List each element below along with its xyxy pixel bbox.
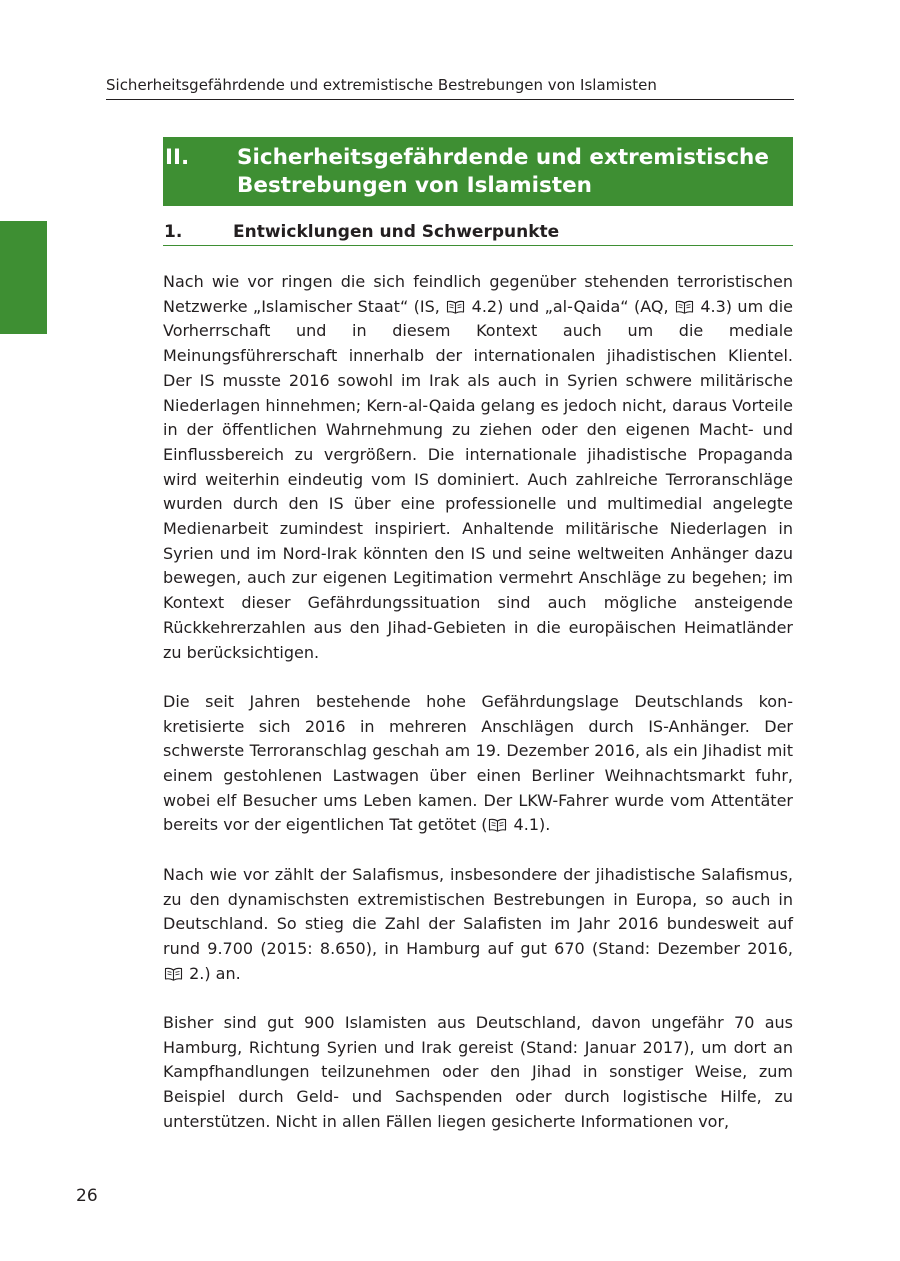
body-text xyxy=(163,270,793,1159)
paragraph-4 xyxy=(163,1011,793,1135)
paragraph-1-text-1: Nach wie vor ringen die sich feindlich gegenüber stehenden terroristischen Netzwerke „Islamischer Staat“ (IS, xyxy=(163,272,793,316)
open-book-icon xyxy=(164,967,183,981)
running-header xyxy=(106,74,794,100)
paragraph-1-text-2: 4.2) und „al-Qaida“ (AQ, xyxy=(466,296,674,316)
paragraph-3-text-2: 2.) an. xyxy=(184,963,241,983)
paragraph-4-text-1: Bisher sind gut 900 Islamisten aus Deutschland, davon ungefähr 70 aus Hamburg, Richtung Syrien und Irak gereist (Stand: Januar 2017), um dort an Kampfhandlungen teilzunehmen oder den Jihad in sonstiger Weise, zum Beispiel durch Geld- und Sachspenden oder durch logistische Hilfe, zu unterstützen. Nicht in allen Fällen liegen gesicherte Informationen vor, xyxy=(163,1013,793,1131)
open-book-icon xyxy=(675,300,694,314)
page-number: 26 xyxy=(76,1186,98,1206)
chapter-number: II. xyxy=(165,145,190,170)
section-heading xyxy=(163,220,793,246)
section-number: 1. xyxy=(164,222,183,242)
chapter-side-tab xyxy=(0,221,47,334)
open-book-icon xyxy=(488,818,507,832)
paragraph-1 xyxy=(163,270,793,665)
paragraph-2 xyxy=(163,690,793,838)
paragraph-1-text-3: 4.3) um die Vorherrschaft und in diesem Kontext auch um die mediale Meinungsführerschaft innerhalb der internationalen jihadistischen Klientel. Der IS musste 2016 sowohl im Irak als auch in Syrien schwere militärische Niederlagen hinnehmen; Kern-al-Qaida gelang es jedoch nicht, daraus Vorteile in der öffentlichen Wahrnehmung zu ziehen oder den eigenen Macht- und Einflussbereich zu vergrößern. Die internationale jihadistische Propaganda wird weiterhin eindeutig vom IS dominiert. Auch zahlreiche Terroranschläge wurden durch den IS über eine professionelle und multimedial angelegte Medienarbeit zumindest inspiriert. Anhaltende militärische Niederlagen in Syrien und im Nord-Irak könnten den IS und seine weltweiten Anhänger dazu bewegen, auch zur eigenen Legitimation vermehrt Anschläge zu begehen; im Kontext dieser Gefährdungssituation sind auch mögliche ansteigende Rückkehrerzahlen aus den Jihad-Gebieten in die europäischen Heimatländer zu berücksichtigen. xyxy=(163,296,794,662)
chapter-banner xyxy=(163,137,793,206)
open-book-icon xyxy=(446,300,465,314)
paragraph-2-text-1: Die seit Jahren bestehende hohe Gefährdungslage Deutschlands konkretisierte sich 2016 in mehreren Anschlägen durch IS-Anhänger. Der schwerste Terroranschlag geschah am 19. Dezember 2016, als ein Jihadist mit einem gestohlenen Lastwagen über einen Berliner Weihnachtsmarkt fuhr, wobei elf Besucher ums Leben kamen. Der LKW-Fahrer wurde vom Attentäter bereits vor der eigentlichen Tat getötet ( xyxy=(163,691,793,835)
paragraph-2-text-2: 4.1). xyxy=(508,815,551,835)
running-header-title: Sicherheitsgefährdende und extremistische Bestrebungen von Islamisten xyxy=(106,76,657,94)
section-title: Entwicklungen und Schwerpunkte xyxy=(233,222,560,242)
paragraph-3 xyxy=(163,863,793,987)
chapter-title: Sicherheitsgefährdende und extremistische Bestrebungen von Islamisten xyxy=(237,145,769,198)
paragraph-3-text-1: Nach wie vor zählt der Salafismus, insbesondere der jihadistische Salafismus, zu den dynamischsten extremistischen Bestrebungen in Europa, so auch in Deutschland. So stieg die Zahl der Salafisten im Jahr 2016 bundesweit auf rund 9.700 (2015: 8.650), in Hamburg auf gut 670 (Stand: Dezember 2016, xyxy=(163,864,793,958)
